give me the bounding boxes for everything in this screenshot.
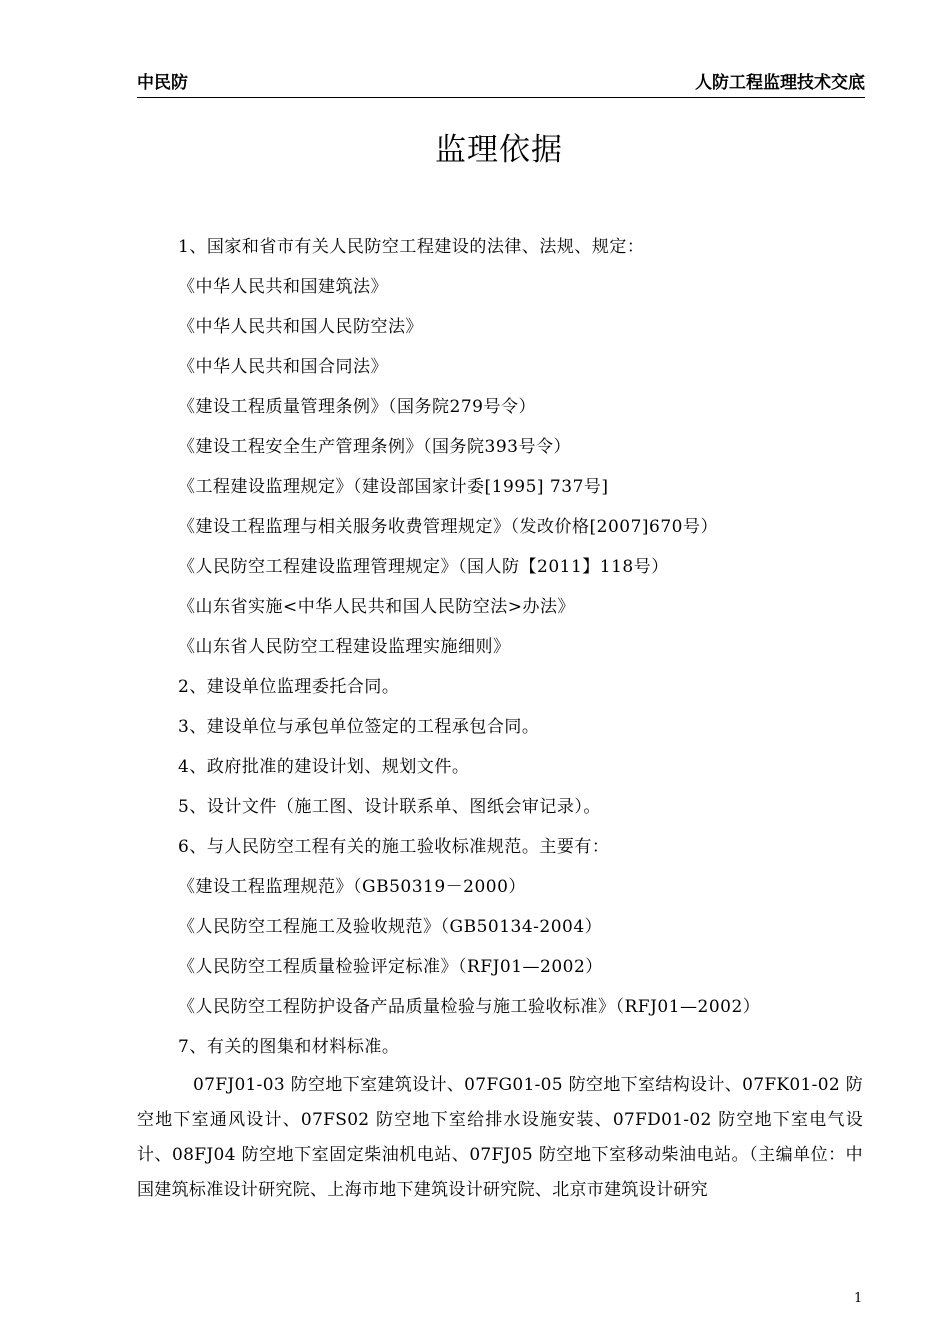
header-doc-title: 人防工程监理技术交底	[695, 73, 865, 93]
numbered-item: 6、与人民防空工程有关的施工验收标准规范。主要有：	[178, 837, 610, 857]
atlas-paragraph: 07FJ01-03 防空地下室建筑设计、07FG01-05 防空地下室结构设计、07FK01-02 防空地下室通风设计、07FS02 防空地下室给排水设施安装、07FD01-02 防空地下室电气设计、08FJ04 防空地下室固定柴油机电站、07FJ05 防空地下室移动柴油电站。（主编单位：中国建筑标准设计研究院、上海市地下建筑设计研究院、北京市建筑设计研究	[137, 1075, 863, 1200]
regulation-item: 《中华人民共和国人民防空法》	[178, 317, 423, 337]
page-number: 1	[854, 1291, 863, 1306]
regulation-item: 《人民防空工程防护设备产品质量检验与施工验收标准》（RFJ01—2002）	[178, 997, 761, 1017]
page-header	[137, 68, 865, 96]
numbered-item: 7、有关的图集和材料标准。	[178, 1037, 400, 1057]
numbered-item: 2、建设单位监理委托合同。	[178, 677, 400, 697]
numbered-item: 4、政府批准的建设计划、规划文件。	[178, 757, 470, 777]
header-org: 中民防	[137, 73, 188, 93]
regulation-item: 《山东省人民防空工程建设监理实施细则》	[178, 637, 511, 657]
regulation-item: 《人民防空工程质量检验评定标准》（RFJ01—2002）	[178, 957, 603, 977]
regulation-item: 《中华人民共和国建筑法》	[178, 277, 388, 297]
regulation-item: 《建设工程质量管理条例》（国务院279号令）	[178, 397, 536, 417]
regulation-item: 《建设工程监理规范》（GB50319－2000）	[178, 877, 526, 897]
numbered-item: 1、国家和省市有关人民防空工程建设的法律、法规、规定：	[178, 237, 645, 257]
regulation-item: 《建设工程监理与相关服务收费管理规定》（发改价格[2007]670号）	[178, 517, 718, 537]
regulation-item: 《工程建设监理规定》（建设部国家计委[1995] 737号]	[178, 477, 609, 497]
header-rule	[137, 97, 865, 98]
numbered-item: 3、建设单位与承包单位签定的工程承包合同。	[178, 717, 540, 737]
numbered-item: 5、设计文件（施工图、设计联系单、图纸会审记录）。	[178, 797, 601, 817]
page-title: 监理依据	[435, 132, 563, 168]
regulation-item: 《中华人民共和国合同法》	[178, 357, 388, 377]
regulation-item: 《山东省实施<中华人民共和国人民防空法>办法》	[178, 597, 575, 617]
regulation-item: 《人民防空工程施工及验收规范》（GB50134-2004）	[178, 917, 603, 937]
regulation-item: 《人民防空工程建设监理管理规定》（国人防【2011】118号）	[178, 557, 669, 577]
regulation-item: 《建设工程安全生产管理条例》（国务院393号令）	[178, 437, 571, 457]
